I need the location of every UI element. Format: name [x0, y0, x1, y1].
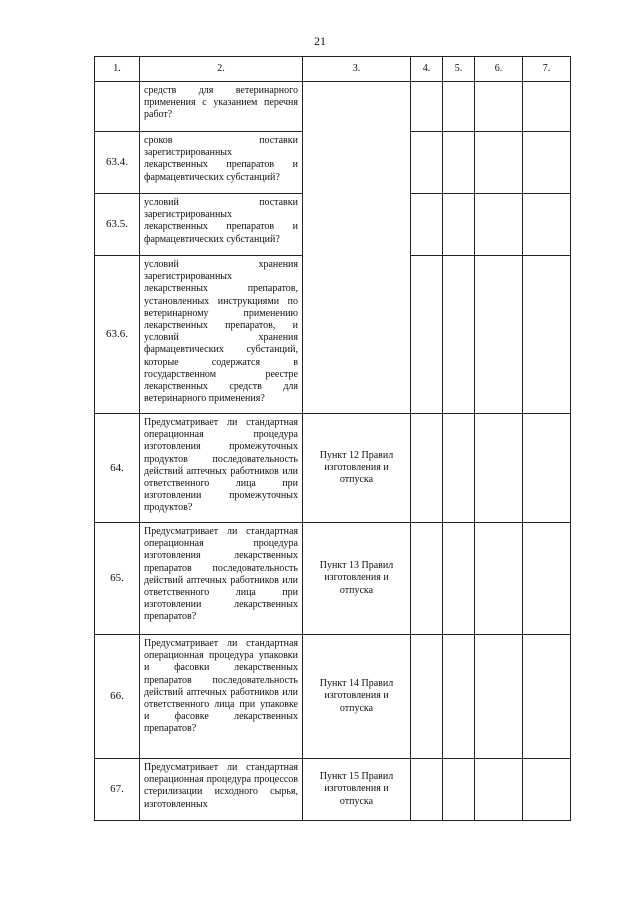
answer-cell-note: [523, 256, 571, 414]
header-row: [95, 57, 571, 82]
answer-cell-no: [443, 759, 475, 821]
row-question: сроков поставки зарегистрированных лекарственных препаратов и фармацевтических субстанций?: [140, 132, 303, 194]
answer-cell-yes: [411, 414, 443, 523]
answer-cell-na: [475, 194, 523, 256]
row-number: 67.: [95, 759, 140, 821]
answer-cell-na: [475, 256, 523, 414]
table-row: [95, 82, 571, 132]
table-row: [95, 523, 571, 635]
row-question: средств для ветеринарного применения с указанием перечня работ?: [140, 82, 303, 132]
row-question: Предусматривает ли стандартная операционная процедура изготовления лекарственных препаратов последовательность действий аптечных работников или ответственного лица при изготовлении лекарственных препаратов?: [140, 523, 303, 635]
row-question: условий поставки зарегистрированных лекарственных препаратов и фармацевтических субстанций?: [140, 194, 303, 256]
row-number: 64.: [95, 414, 140, 523]
checklist-table: [94, 56, 571, 821]
answer-cell-note: [523, 759, 571, 821]
answer-cell-note: [523, 635, 571, 759]
header-col-1: 1.: [95, 57, 140, 82]
answer-cell-no: [443, 523, 475, 635]
header-col-4: 4.: [411, 57, 443, 82]
table-row: [95, 759, 571, 821]
row-reference: Пункт 15 Правил изготовления и отпуска: [303, 759, 411, 821]
answer-cell-no: [443, 132, 475, 194]
answer-cell-yes: [411, 132, 443, 194]
page-number: 21: [314, 34, 326, 48]
header-col-3: 3.: [303, 57, 411, 82]
header-col-5: 5.: [443, 57, 475, 82]
row-reference: Пункт 14 Правил изготовления и отпуска: [303, 635, 411, 759]
answer-cell-yes: [411, 82, 443, 132]
row-reference: Пункт 12 Правил изготовления и отпуска: [303, 414, 411, 523]
answer-cell-no: [443, 82, 475, 132]
row-number: 63.5.: [95, 194, 140, 256]
answer-cell-no: [443, 194, 475, 256]
header-col-7: 7.: [523, 57, 571, 82]
table-row: [95, 635, 571, 759]
answer-cell-no: [443, 256, 475, 414]
answer-cell-na: [475, 635, 523, 759]
row-number: [95, 82, 140, 132]
answer-cell-na: [475, 523, 523, 635]
answer-cell-no: [443, 414, 475, 523]
answer-cell-na: [475, 132, 523, 194]
answer-cell-note: [523, 194, 571, 256]
answer-cell-note: [523, 82, 571, 132]
table-row: [95, 414, 571, 523]
answer-cell-yes: [411, 256, 443, 414]
answer-cell-yes: [411, 523, 443, 635]
row-number: 66.: [95, 635, 140, 759]
answer-cell-no: [443, 635, 475, 759]
row-number: 65.: [95, 523, 140, 635]
header-col-2: 2.: [140, 57, 303, 82]
answer-cell-na: [475, 759, 523, 821]
answer-cell-yes: [411, 194, 443, 256]
row-question: Предусматривает ли стандартная операционная процедура упаковки и фасовки лекарственных препаратов последовательность действий аптечных работников или ответственного лица при упаковке и фасовке лекарственных препаратов?: [140, 635, 303, 759]
answer-cell-yes: [411, 635, 443, 759]
answer-cell-note: [523, 132, 571, 194]
answer-cell-yes: [411, 759, 443, 821]
row-number: 63.6.: [95, 256, 140, 414]
row-question: условий хранения зарегистрированных лекарственных препаратов, установленных инструкциями по ветеринарному применению лекарственных препаратов, и условий хранения фармацевтических субстанций, которые содержатся в государственном реестре лекарственных средств для ветеринарного применения?: [140, 256, 303, 414]
row-question: Предусматривает ли стандартная операционная процедура процессов стерилизации исходного сырья, изготовленных: [140, 759, 303, 821]
row-reference: Пункт 13 Правил изготовления и отпуска: [303, 523, 411, 635]
answer-cell-na: [475, 82, 523, 132]
answer-cell-note: [523, 414, 571, 523]
row-reference: [303, 82, 411, 414]
answer-cell-na: [475, 414, 523, 523]
answer-cell-note: [523, 523, 571, 635]
row-question: Предусматривает ли стандартная операционная процедура изготовления промежуточных продуктов последовательность действий аптечных работников или ответственного лица при изготовлении промежуточных продуктов?: [140, 414, 303, 523]
row-number: 63.4.: [95, 132, 140, 194]
header-col-6: 6.: [475, 57, 523, 82]
